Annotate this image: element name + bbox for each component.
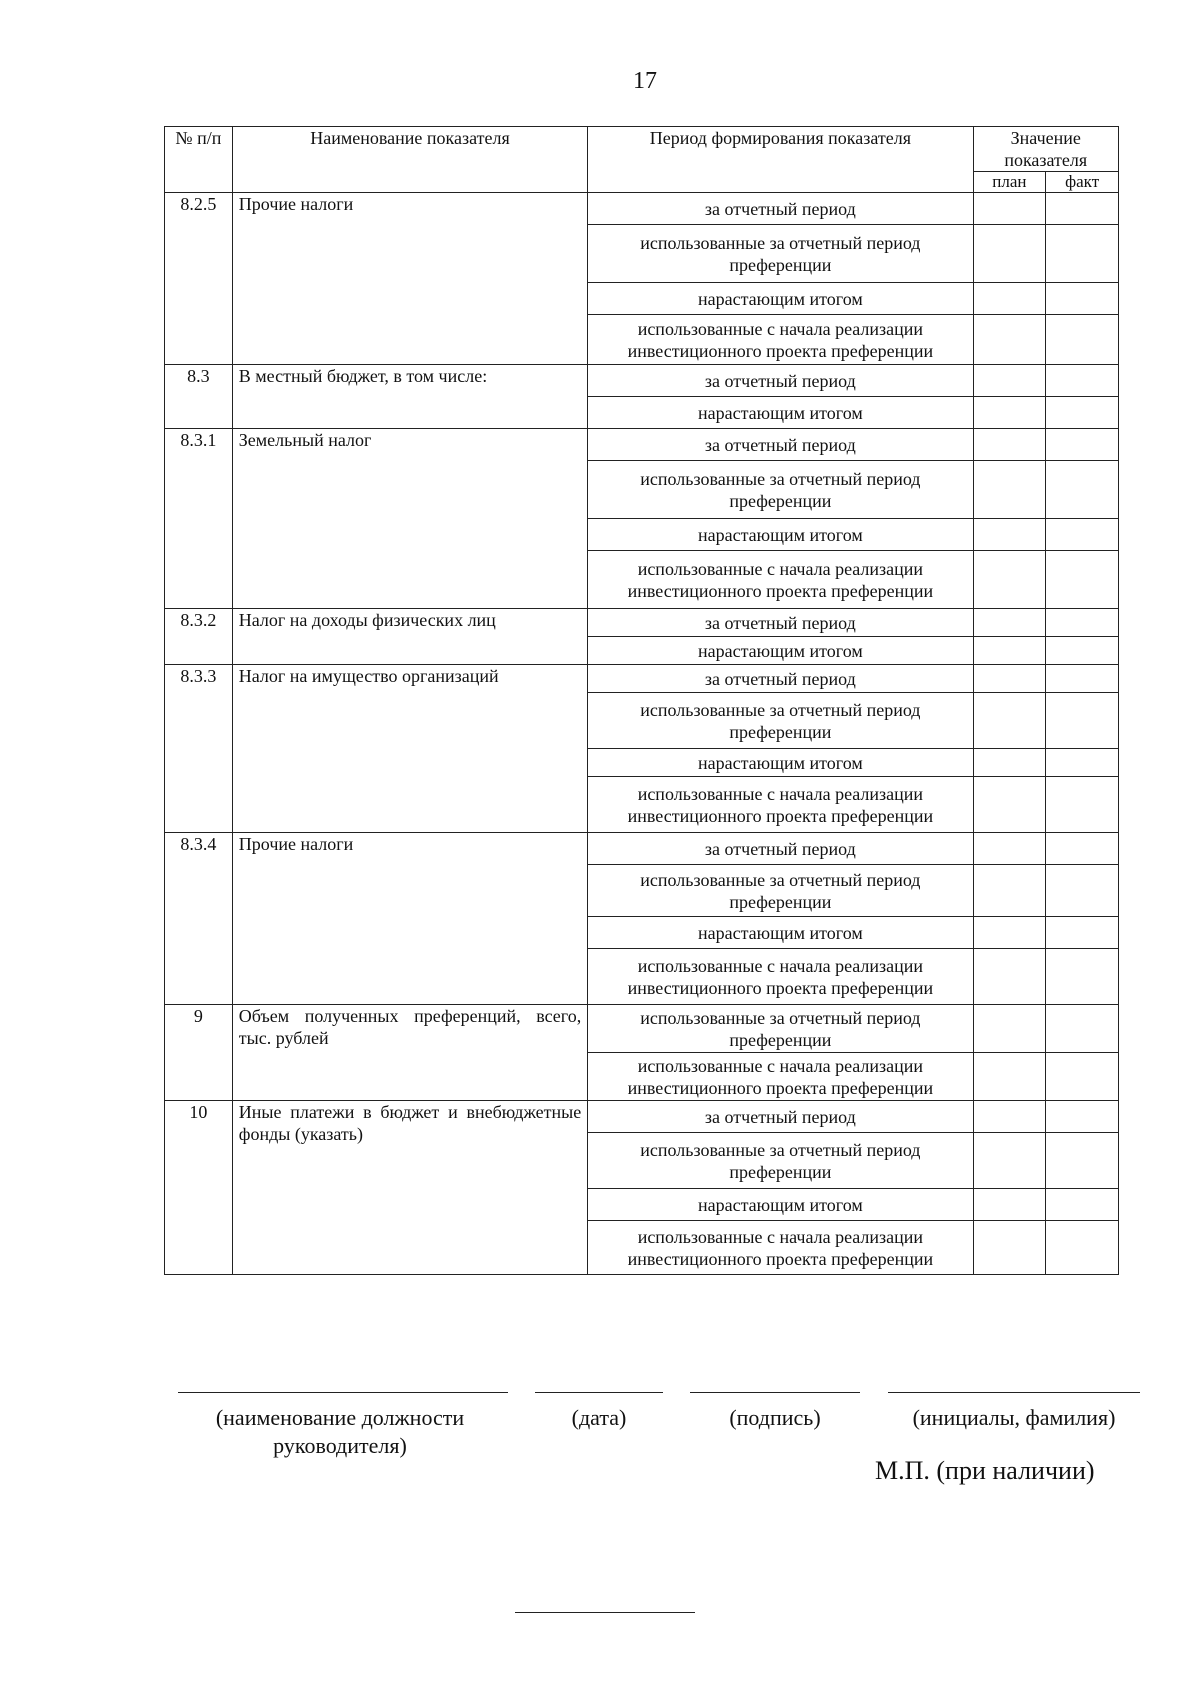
fact-value-cell: [1046, 1101, 1119, 1133]
fact-value-cell: [1046, 1189, 1119, 1221]
period-cell: нарастающим итогом: [588, 519, 973, 551]
bottom-rule: [515, 1612, 695, 1613]
indicator-name: Прочие налоги: [232, 833, 587, 1005]
fact-value-cell: [1046, 777, 1119, 833]
signature-line-date: [535, 1392, 663, 1393]
row-number: 9: [165, 1005, 233, 1101]
plan-value-cell: [973, 429, 1046, 461]
period-cell: нарастающим итогом: [588, 637, 973, 665]
period-cell: за отчетный период: [588, 665, 973, 693]
fact-value-cell: [1046, 609, 1119, 637]
indicator-name: В местный бюджет, в том числе:: [232, 365, 587, 429]
period-cell: за отчетный период: [588, 193, 973, 225]
period-cell: нарастающим итогом: [588, 917, 973, 949]
fact-value-cell: [1046, 693, 1119, 749]
plan-value-cell: [973, 315, 1046, 365]
plan-value-cell: [973, 777, 1046, 833]
plan-value-cell: [973, 637, 1046, 665]
period-cell: использованные за отчетный период преференции: [588, 1005, 973, 1053]
plan-value-cell: [973, 949, 1046, 1005]
plan-value-cell: [973, 833, 1046, 865]
fact-value-cell: [1046, 519, 1119, 551]
header-period: Период формирования показателя: [588, 127, 973, 193]
table-row: [165, 1101, 1119, 1133]
row-number: 8.3: [165, 365, 233, 429]
plan-value-cell: [973, 693, 1046, 749]
period-cell: нарастающим итогом: [588, 1189, 973, 1221]
plan-value-cell: [973, 1133, 1046, 1189]
plan-value-cell: [973, 1189, 1046, 1221]
fact-value-cell: [1046, 225, 1119, 283]
period-cell: нарастающим итогом: [588, 283, 973, 315]
plan-value-cell: [973, 397, 1046, 429]
fact-value-cell: [1046, 865, 1119, 917]
row-number: 8.3.4: [165, 833, 233, 1005]
fact-value-cell: [1046, 749, 1119, 777]
plan-value-cell: [973, 1221, 1046, 1275]
period-cell: использованные с начала реализации инвестиционного проекта преференции: [588, 1221, 973, 1275]
period-cell: за отчетный период: [588, 1101, 973, 1133]
header-fact: факт: [1046, 172, 1119, 193]
table-row: [165, 609, 1119, 637]
plan-value-cell: [973, 551, 1046, 609]
page-number: 17: [633, 68, 657, 94]
plan-value-cell: [973, 1101, 1046, 1133]
row-number: 10: [165, 1101, 233, 1275]
period-cell: использованные с начала реализации инвестиционного проекта преференции: [588, 777, 973, 833]
period-cell: за отчетный период: [588, 365, 973, 397]
header-value: Значение показателя: [973, 127, 1118, 172]
fact-value-cell: [1046, 1133, 1119, 1189]
row-number: 8.3.1: [165, 429, 233, 609]
fact-value-cell: [1046, 1005, 1119, 1053]
header-plan: план: [973, 172, 1046, 193]
fact-value-cell: [1046, 917, 1119, 949]
fact-value-cell: [1046, 833, 1119, 865]
period-cell: использованные за отчетный период преференции: [588, 225, 973, 283]
indicator-name: Прочие налоги: [232, 193, 587, 365]
signature-line-position: [178, 1392, 508, 1393]
period-cell: использованные с начала реализации инвестиционного проекта преференции: [588, 949, 973, 1005]
row-number: 8.2.5: [165, 193, 233, 365]
period-cell: использованные с начала реализации инвестиционного проекта преференции: [588, 315, 973, 365]
signature-label-position: (наименование должности руководителя): [215, 1405, 465, 1458]
signature-line-name: [888, 1392, 1140, 1393]
signature-label-signature: (подпись): [729, 1405, 821, 1430]
fact-value-cell: [1046, 949, 1119, 1005]
plan-value-cell: [973, 609, 1046, 637]
row-number: 8.3.2: [165, 609, 233, 665]
plan-value-cell: [973, 193, 1046, 225]
signature-label-name: (инициалы, фамилия): [912, 1405, 1116, 1430]
plan-value-cell: [973, 665, 1046, 693]
fact-value-cell: [1046, 397, 1119, 429]
period-cell: за отчетный период: [588, 609, 973, 637]
table-row: [165, 429, 1119, 461]
header-num: № п/п: [165, 127, 233, 193]
period-cell: использованные за отчетный период преференции: [588, 693, 973, 749]
period-cell: нарастающим итогом: [588, 397, 973, 429]
period-cell: за отчетный период: [588, 429, 973, 461]
table-row: [165, 193, 1119, 225]
plan-value-cell: [973, 1053, 1046, 1101]
plan-value-cell: [973, 749, 1046, 777]
plan-value-cell: [973, 225, 1046, 283]
plan-value-cell: [973, 1005, 1046, 1053]
fact-value-cell: [1046, 551, 1119, 609]
indicator-name: Налог на доходы физических лиц: [232, 609, 587, 665]
plan-value-cell: [973, 365, 1046, 397]
table-body: [165, 193, 1119, 1275]
fact-value-cell: [1046, 429, 1119, 461]
period-cell: нарастающим итогом: [588, 749, 973, 777]
period-cell: использованные за отчетный период преференции: [588, 461, 973, 519]
plan-value-cell: [973, 283, 1046, 315]
table-row: [165, 365, 1119, 397]
fact-value-cell: [1046, 1221, 1119, 1275]
plan-value-cell: [973, 461, 1046, 519]
signature-line-signature: [690, 1392, 860, 1393]
stamp-placeholder: М.П. (при наличии): [875, 1456, 1095, 1485]
fact-value-cell: [1046, 283, 1119, 315]
fact-value-cell: [1046, 665, 1119, 693]
indicator-name: Иные платежи в бюджет и внебюджетные фонды (указать): [232, 1101, 587, 1275]
plan-value-cell: [973, 917, 1046, 949]
fact-value-cell: [1046, 193, 1119, 225]
header-name: Наименование показателя: [232, 127, 587, 193]
indicators-table: [164, 126, 1119, 1275]
period-cell: использованные за отчетный период преференции: [588, 865, 973, 917]
plan-value-cell: [973, 519, 1046, 551]
table-row: [165, 665, 1119, 693]
fact-value-cell: [1046, 637, 1119, 665]
period-cell: использованные с начала реализации инвестиционного проекта преференции: [588, 551, 973, 609]
period-cell: за отчетный период: [588, 833, 973, 865]
period-cell: использованные с начала реализации инвестиционного проекта преференции: [588, 1053, 973, 1101]
fact-value-cell: [1046, 365, 1119, 397]
table-row: [165, 1005, 1119, 1053]
period-cell: использованные за отчетный период преференции: [588, 1133, 973, 1189]
row-number: 8.3.3: [165, 665, 233, 833]
indicator-name: Объем полученных преференций, всего, тыс. рублей: [232, 1005, 587, 1101]
fact-value-cell: [1046, 1053, 1119, 1101]
plan-value-cell: [973, 865, 1046, 917]
signature-label-date: (дата): [571, 1405, 627, 1430]
table-row: [165, 833, 1119, 865]
fact-value-cell: [1046, 461, 1119, 519]
indicator-name: Налог на имущество организаций: [232, 665, 587, 833]
fact-value-cell: [1046, 315, 1119, 365]
indicator-name: Земельный налог: [232, 429, 587, 609]
